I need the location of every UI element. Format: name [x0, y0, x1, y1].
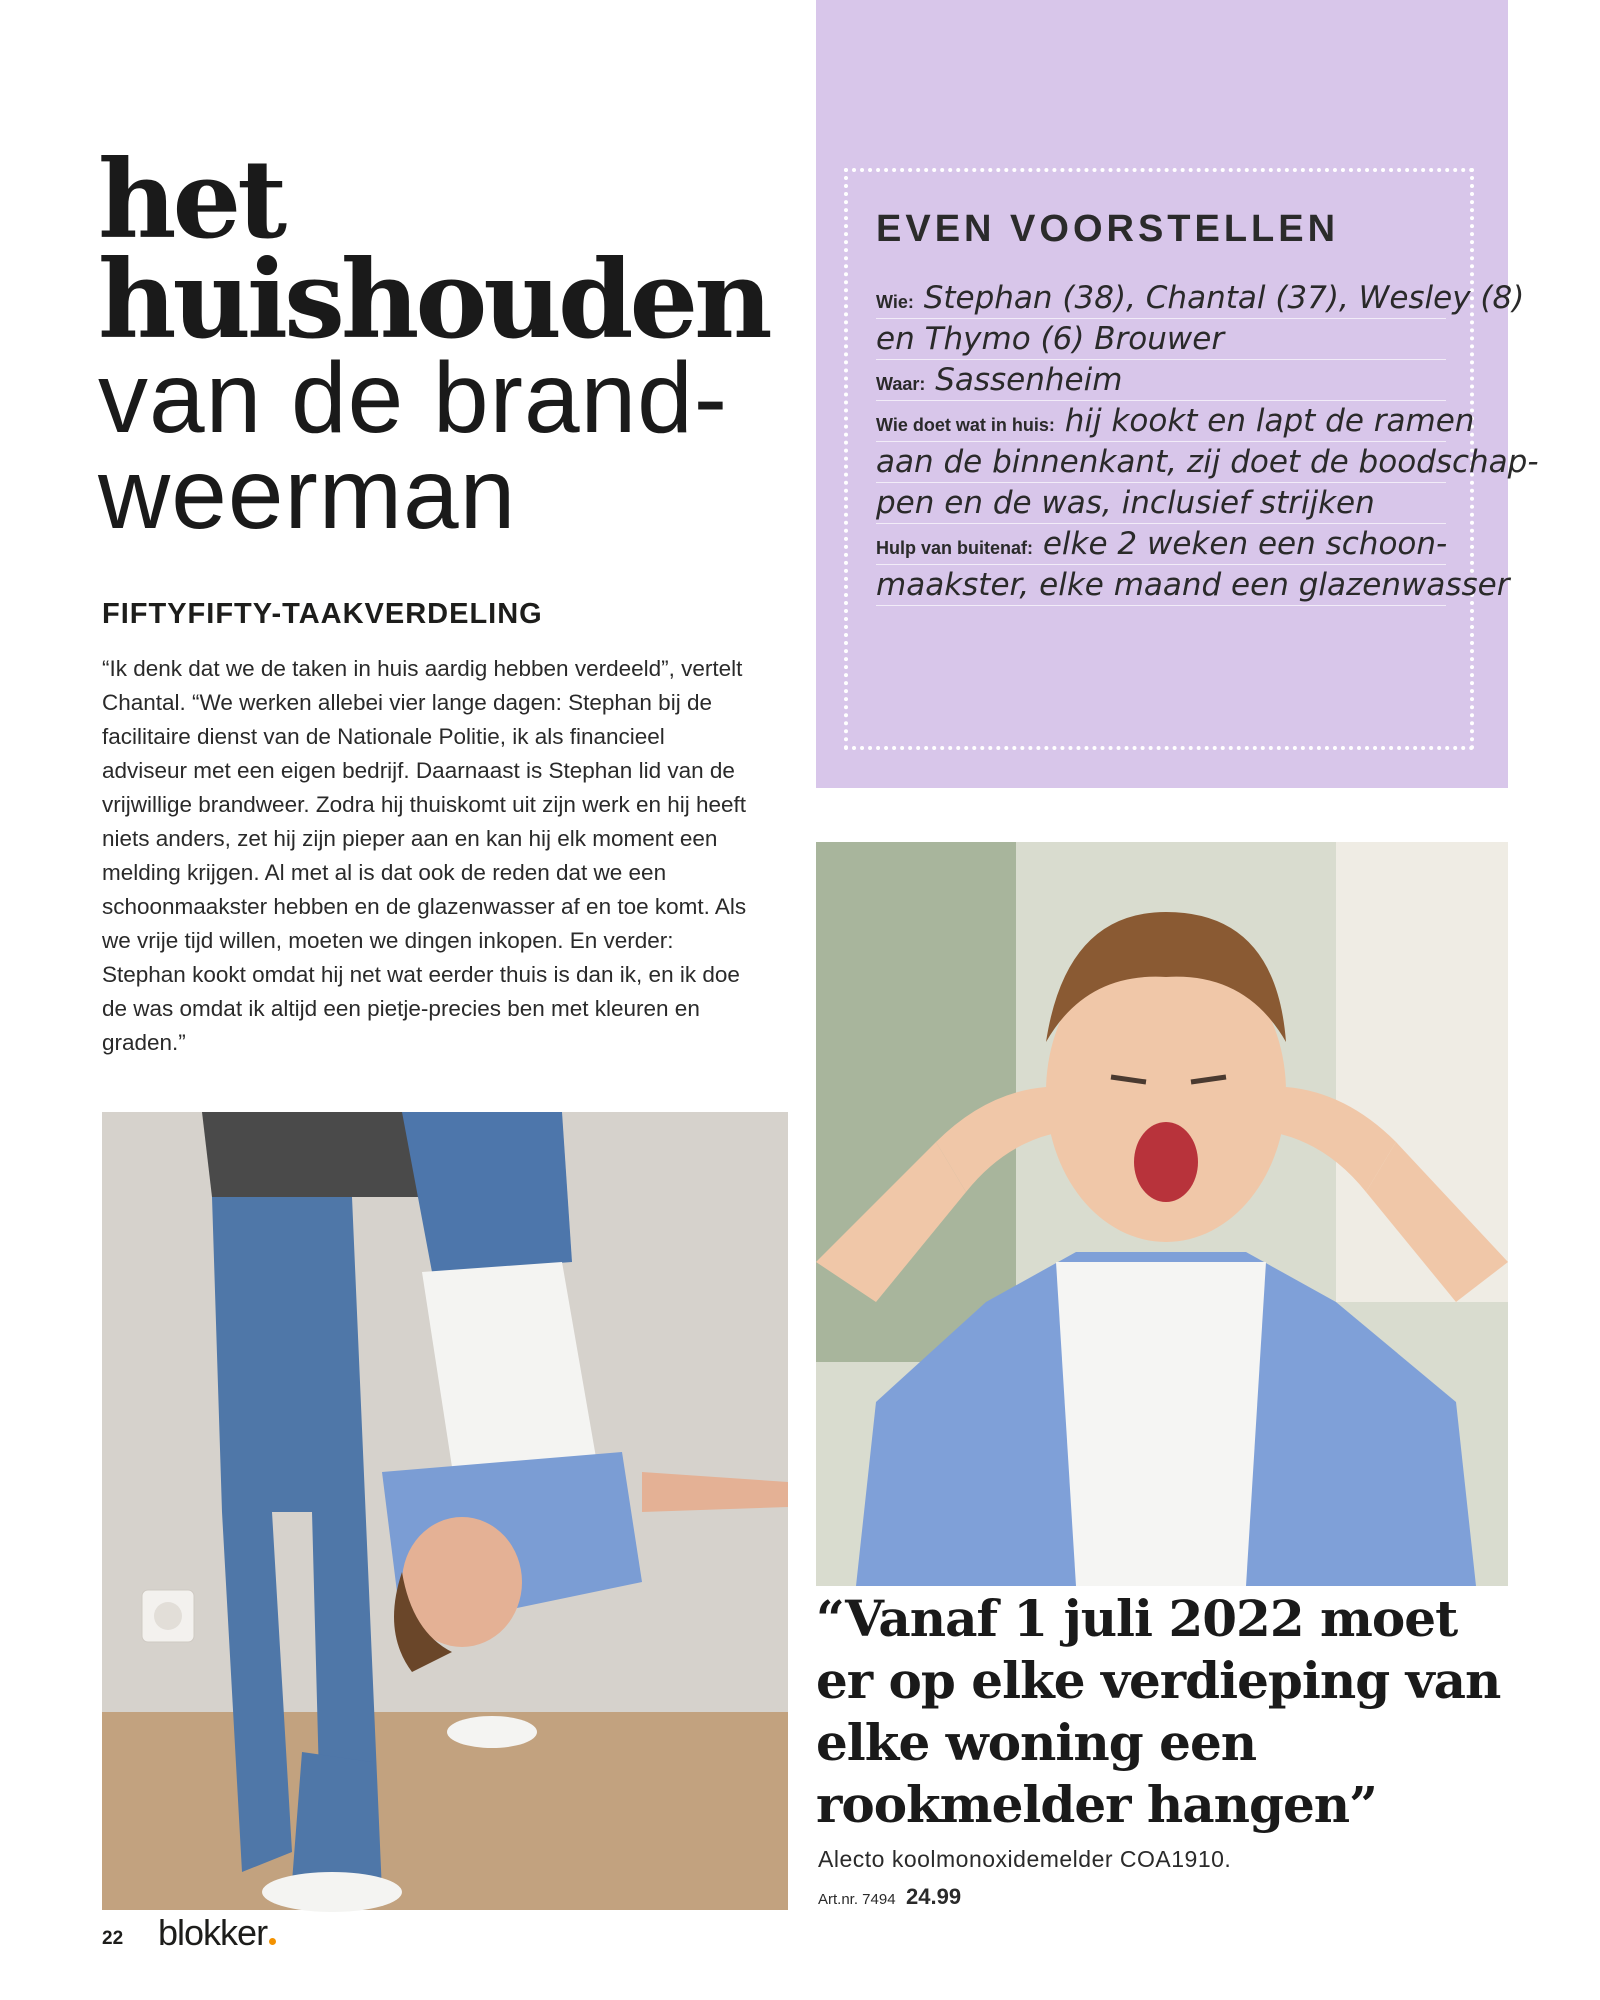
- info-line-wie: [876, 278, 1525, 319]
- headline: [98, 137, 818, 550]
- photo-father-and-son-illustration: [102, 1112, 788, 1910]
- photo-boy-covering-ears-illustration: [816, 842, 1508, 1586]
- info-line-taken-2: [876, 442, 1539, 483]
- section-subhead: FIFTYFIFTY-TAAKVERDELING: [102, 598, 543, 630]
- info-box-title: EVEN VOORSTELLEN: [876, 208, 1340, 250]
- info-line-waar: [876, 360, 1446, 401]
- brand-dot-icon: [269, 1938, 276, 1945]
- brand-name: blokker: [158, 1912, 268, 1953]
- info-line-hulp: [876, 524, 1446, 565]
- article-body: “Ik denk dat we de taken in huis aardig hebben verdeeld”, vertelt Chantal. “We werken allebei vier lange dagen: Stephan bij de facilitaire dienst van de Nationale Politie, ik als financieel adviseur met een eigen bedrijf. Daarnaast is Stephan lid van de vrijwillige brandweer. Zodra hij thuiskomt uit zijn werk en hij heeft niets anders, zet hij zijn pieper aan en kan hij elk moment een melding krijgen. Al met al is dat ook de reden dat we een schoonmaakster hebben en de glazenwasser af en toe komt. Als we vrije tijd willen, moeten we dingen inkopen. En verder: Stephan kookt omdat hij net wat eerder thuis is dan ik, en ik doe de was omdat ik altijd een pietje-precies ben met kleuren en graden.”: [102, 656, 747, 1055]
- info-box-lines: [876, 278, 1539, 606]
- info-line-taken: [876, 401, 1475, 442]
- value-taken-1: hij kookt en lapt de ramen: [1064, 403, 1475, 439]
- info-line-hulp-2: [876, 565, 1510, 606]
- headline-line-1: het: [98, 137, 284, 263]
- label-wie: Wie:: [876, 292, 914, 312]
- photo-father-and-son: [102, 1112, 788, 1910]
- article-number: Art.nr. 7494: [818, 1891, 896, 1908]
- label-taken: Wie doet wat in huis:: [876, 415, 1055, 435]
- value-taken-2: aan de binnenkant, zij doet de boodschap-: [876, 444, 1539, 480]
- value-taken-3: pen en de was, inclusief strijken: [876, 485, 1375, 521]
- photo-boy-covering-ears: [816, 842, 1508, 1586]
- headline-line-4: weerman: [98, 438, 517, 550]
- value-hulp-1: elke 2 weken een schoon-: [1042, 526, 1448, 562]
- label-waar: Waar:: [876, 374, 926, 394]
- price-row: [818, 1884, 961, 1910]
- info-box: [816, 0, 1539, 788]
- value-waar: Sassenheim: [935, 362, 1123, 398]
- brand-logo: [158, 1912, 276, 1954]
- info-line-taken-3: [876, 483, 1446, 524]
- value-wie-2: en Thymo (6) Brouwer: [876, 321, 1225, 357]
- value-hulp-2: maakster, elke maand een glazenwasser: [876, 567, 1510, 603]
- product-price: 24.99: [906, 1884, 962, 1909]
- pull-quote: “Vanaf 1 juli 2022 moet er op elke verdieping van elke woning een rookmelder hangen”: [816, 1589, 1501, 1834]
- value-wie-1: Stephan (38), Chantal (37), Wesley (8): [923, 280, 1525, 316]
- label-hulp: Hulp van buitenaf:: [876, 538, 1033, 558]
- headline-line-2: huishouden: [98, 237, 769, 363]
- headline-line-3: van de brand-: [98, 342, 729, 454]
- page-number: 22: [102, 1928, 124, 1949]
- info-line-wie-2: [876, 319, 1446, 360]
- product-name: Alecto koolmonoxidemelder COA1910.: [818, 1846, 1232, 1872]
